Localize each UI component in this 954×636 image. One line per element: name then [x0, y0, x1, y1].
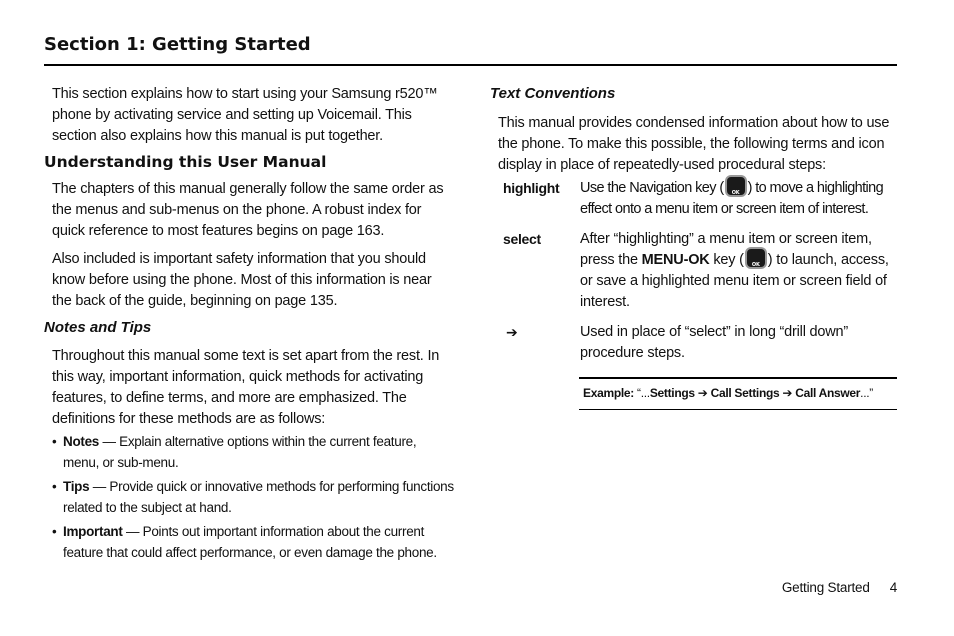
bullet-text: — Points out important information about the current feature that could affect performance, or even damage the phone.	[63, 524, 437, 560]
page-footer	[782, 578, 897, 598]
example-arrow-1: ➔	[694, 386, 711, 400]
understanding-paragraph-1: The chapters of this manual generally follow the same order as the menus and sub-menus on the phone. A robust index for quick reference to most features begins on page 163.	[52, 181, 444, 239]
understanding-heading: Understanding this User Manual	[44, 153, 327, 171]
notes-intro-paragraph: Throughout this manual some text is set apart from the rest. In this way, important information, quick methods for activating features, to define terms, and more are emphasized. The definitions for these methods are as follows:	[52, 348, 440, 427]
menu-ok-key-label: MENU-OK	[641, 252, 710, 268]
bullet-text: — Provide quick or innovative methods for performing functions related to the subject at hand.	[63, 479, 454, 515]
select-text-after: ) to launch, access, or save a highlighted menu item or screen field of interest.	[580, 252, 889, 310]
example-arrow-2: ➔	[779, 386, 796, 400]
bullet-important	[44, 521, 454, 563]
key-icon-label: OK	[751, 262, 760, 269]
right-arrow-icon: ➔	[506, 324, 518, 340]
highlight-text-before: Use the Navigation key (	[580, 180, 724, 196]
bullet-term: Tips	[63, 479, 90, 494]
bullet-notes	[44, 431, 454, 473]
example-step-call-answer: Call Answer	[795, 386, 861, 400]
menu-ok-key-icon	[745, 247, 767, 269]
example-open-quote: “...	[633, 386, 650, 400]
notes-bullet-list	[44, 431, 454, 563]
convention-description: Used in place of “select” in long “drill down” procedure steps.	[580, 324, 849, 361]
right-column	[490, 84, 900, 400]
example-step-settings: Settings	[649, 386, 695, 400]
title-rule	[44, 64, 897, 66]
convention-term: select	[503, 231, 541, 247]
convention-description	[580, 229, 900, 313]
example-close-quote: ...”	[860, 386, 873, 400]
notes-heading: Notes and Tips	[44, 319, 152, 336]
convention-description	[580, 178, 900, 220]
conventions-heading: Text Conventions	[490, 85, 616, 102]
select-text-before: After “highlighting” a menu item or screen item, press the	[580, 231, 872, 268]
key-icon-label: OK	[731, 190, 740, 197]
bullet-dot: •	[52, 434, 57, 449]
highlight-text-after: ) to move a highlighting effect onto a menu item or screen item of interest.	[580, 180, 884, 217]
convention-select	[490, 229, 900, 313]
footer-chapter: Getting Started	[781, 580, 870, 595]
bullet-term: Important	[63, 524, 123, 539]
bullet-dot: •	[52, 479, 57, 494]
bullet-dot: •	[52, 524, 57, 539]
bullet-tips	[44, 476, 454, 518]
select-text-mid: key (	[709, 252, 744, 268]
example-box	[579, 377, 897, 410]
convention-arrow	[490, 322, 900, 364]
example-label: Example:	[583, 386, 634, 400]
understanding-paragraph-2: Also included is important safety information that you should know before using the phone. Most of this information is near the back of the guide, beginning on page 135.	[52, 251, 432, 309]
bullet-term: Notes	[63, 434, 100, 449]
conventions-intro: This manual provides condensed information about how to use the phone. To make this possible, the following terms and icon display in place of repeatedly-used procedural steps:	[498, 115, 890, 173]
bullet-text: — Explain alternative options within the current feature, menu, or sub-menu.	[63, 434, 417, 470]
section-title: Section 1: Getting Started	[44, 34, 311, 55]
convention-highlight	[490, 178, 900, 220]
page-number: 4	[889, 580, 897, 595]
intro-paragraph: This section explains how to start using your Samsung r520™ phone by activating service and setting up Voicemail. This section also explains how this manual is put together.	[52, 86, 438, 144]
left-column	[44, 84, 454, 563]
convention-term: highlight	[503, 180, 560, 196]
example-step-call-settings: Call Settings	[710, 386, 780, 400]
navigation-key-icon	[725, 175, 747, 197]
